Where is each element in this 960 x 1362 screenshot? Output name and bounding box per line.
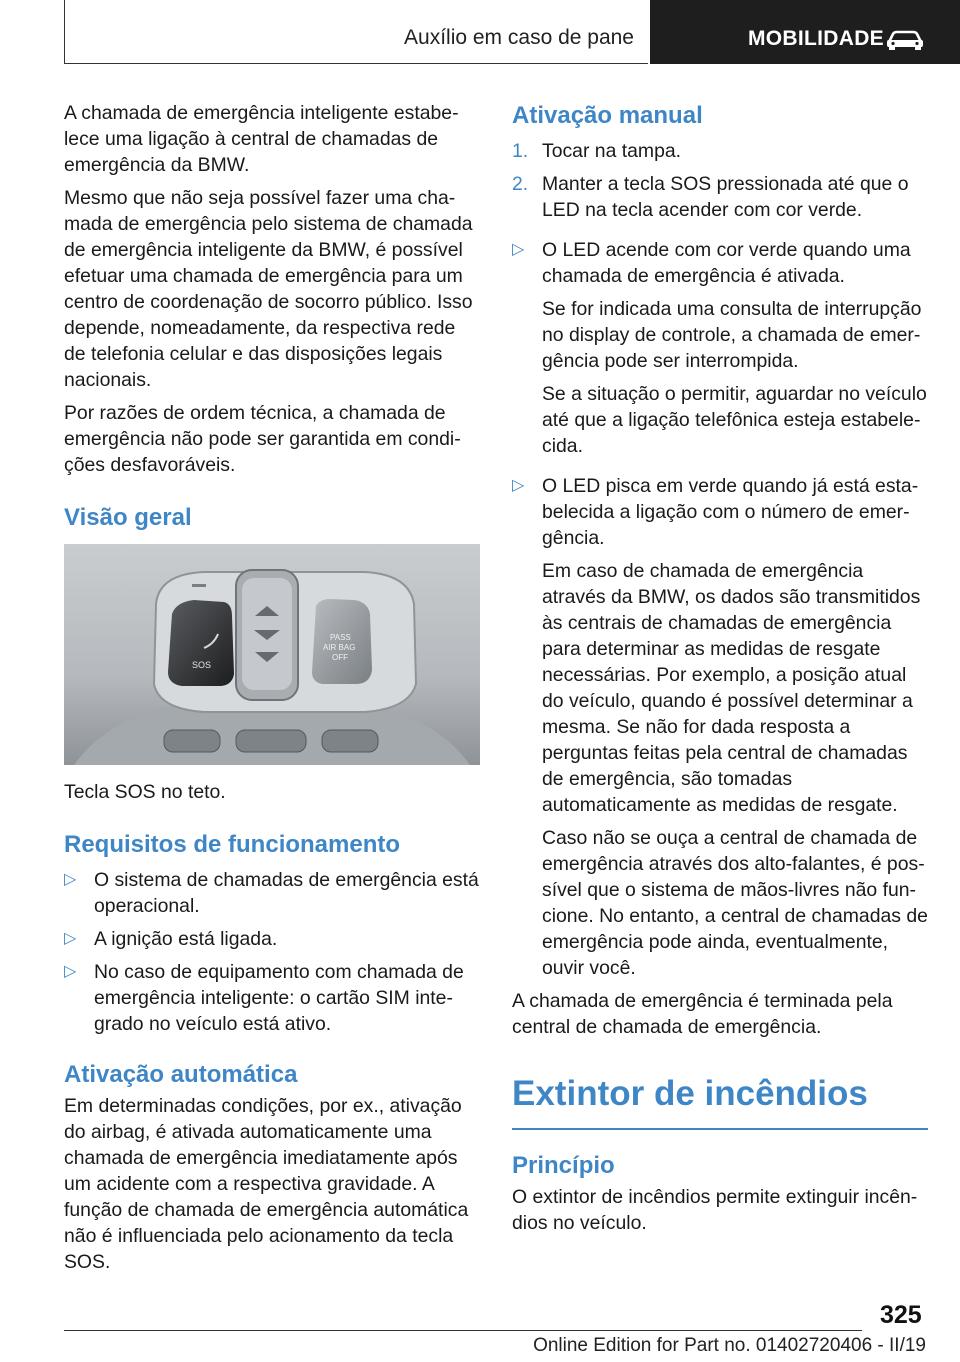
overview-heading: Visão geral	[64, 504, 192, 531]
header-section-box	[64, 0, 648, 64]
footer-edition: Online Edition for Part no. 01402720406 - II/19	[533, 1335, 926, 1356]
list-item: ▷ No caso de equipamento com chamada de emergência inteligente: o cartão SIM integrado no veículo está ativo.	[64, 961, 464, 1035]
photo-caption: Tecla SOS no teto.	[64, 781, 226, 803]
triangle-bullet-icon: ▷	[64, 963, 77, 980]
list-item: 1. Tocar na tampa.	[512, 140, 682, 162]
triangle-bullet-icon: ▷	[64, 930, 77, 947]
step-number: 2.	[512, 173, 529, 195]
left-column	[64, 100, 480, 1282]
step-number: 1.	[512, 140, 529, 162]
requirements-heading: Requisitos de funcionamento	[64, 831, 401, 858]
triangle-bullet-icon: ▷	[64, 871, 77, 888]
car-icon	[885, 29, 925, 51]
steps-list	[512, 138, 928, 981]
sub-paragraph: Caso não se ouça a central de chamada de emergência através dos alto-falantes, é possível que o sistema de mãos-livres não funcione. No entanto, a central de chamadas de emergência pode ainda, eventualmente, ouvir você.	[542, 827, 928, 979]
sos-button-photo	[64, 544, 480, 765]
requirements-list	[64, 867, 480, 1037]
photo-sos-text: SOS	[192, 660, 212, 670]
end-call-paragraph: A chamada de emergência é terminada pela central de chamada de emergência.	[512, 990, 893, 1038]
page-number: 325	[880, 1301, 922, 1329]
list-item: ▷ O LED pisca em verde quando já está estabelecida a ligação com o número de emergência. Em caso de chamada de emergência através da BMW, os dados são transmitidos às centrais de chamadas de emergência para determinar as medidas de resgate necessárias. Por exemplo, a posição atual do veículo, quando é possível determinar a mesma. Se não for dada resposta a perguntas feitas pela central de chamadas de emergência, são tomadas automaticamente as medidas de resgate. Caso não se ouça a central de chamada de emergência através dos alto-falantes, é possível que o sistema de mãos-livres não funcione. No entanto, a central de chamadas de emergência pode ainda, eventualmente, ouvir você.	[512, 475, 928, 979]
photo-airbag-text-3: OFF	[332, 653, 348, 662]
sub-paragraph: Se for indicada uma consulta de interrupção no display de controle, a chamada de emergência pode ser interrompida.	[542, 298, 922, 372]
photo-airbag-text-1: PASS	[330, 633, 351, 642]
principle-heading: Princípio	[512, 1152, 615, 1179]
list-item: 2. Manter a tecla SOS pressionada até que o LED na tecla acender com cor verde.	[512, 173, 909, 221]
sub-paragraph: Se a situação o permitir, aguardar no veículo até que a ligação telefônica esteja estabelecida.	[542, 383, 927, 457]
photo-airbag-text-2: AIR BAG	[323, 643, 356, 652]
principle-paragraph: O extintor de incêndios permite extinguir incêndios no veículo.	[512, 1186, 918, 1234]
intro-paragraph: A chamada de emergência inteligente estabelece uma ligação à central de chamadas de emergência da BMW.	[64, 102, 459, 176]
header-section-title: Auxílio em caso de pane	[404, 26, 634, 49]
list-item: ▷ O LED acende com cor verde quando uma chamada de emergência é ativada. Se for indicada uma consulta de interrupção no display de controle, a chamada de emergência pode ser interrompida. Se a situação o permitir, aguardar no veículo até que a ligação telefônica esteja estabelecida.	[512, 239, 927, 457]
triangle-bullet-icon: ▷	[512, 241, 525, 258]
page-header	[0, 0, 960, 66]
triangle-bullet-icon: ▷	[512, 477, 525, 494]
sub-paragraph: Em caso de chamada de emergência através da BMW, os dados são transmitidos às centrais de chamadas de emergência para determinar as medidas de resgate necessárias. Por exemplo, a posição atual do veículo, quando é possível determinar a mesma. Se não for dada resposta a perguntas feitas pela central de chamadas de emergência, são tomadas automaticamente as medidas de resgate.	[542, 560, 921, 816]
header-chapter-title: MOBILIDADE	[748, 27, 884, 50]
right-column	[512, 100, 928, 1243]
public-call-paragraph: Mesmo que não seja possível fazer uma chamada de emergência pelo sistema de chamada de emergência inteligente da BMW, é possível efetuar uma chamada de emergência para um centro de coordenação de socorro público. Isso depende, nomeadamente, da respectiva rede de telefonia celular e das disposições legais nacionais.	[64, 187, 473, 391]
list-item: ▷ O sistema de chamadas de emergência está operacional.	[64, 869, 479, 917]
heading-rule	[512, 1128, 928, 1130]
manual-activation-heading: Ativação manual	[512, 102, 703, 129]
list-item: ▷ A ignição está ligada.	[64, 928, 278, 950]
footer-rule	[64, 1330, 862, 1331]
fire-extinguisher-heading: Extintor de incêndios	[512, 1074, 868, 1113]
header-chapter-box	[650, 0, 960, 64]
auto-activation-paragraph: Em determinadas condições, por ex., ativação do airbag, é ativada automaticamente uma chamada de emergência imediatamente após um acidente com a respectiva gravidade. A função de chamada de emergência automática não é influenciada pelo acionamento da tecla SOS.	[64, 1095, 469, 1273]
technical-paragraph: Por razões de ordem técnica, a chamada de emergência não pode ser garantida em condições desfavoráveis.	[64, 402, 461, 476]
auto-activation-heading: Ativação automática	[64, 1061, 298, 1088]
